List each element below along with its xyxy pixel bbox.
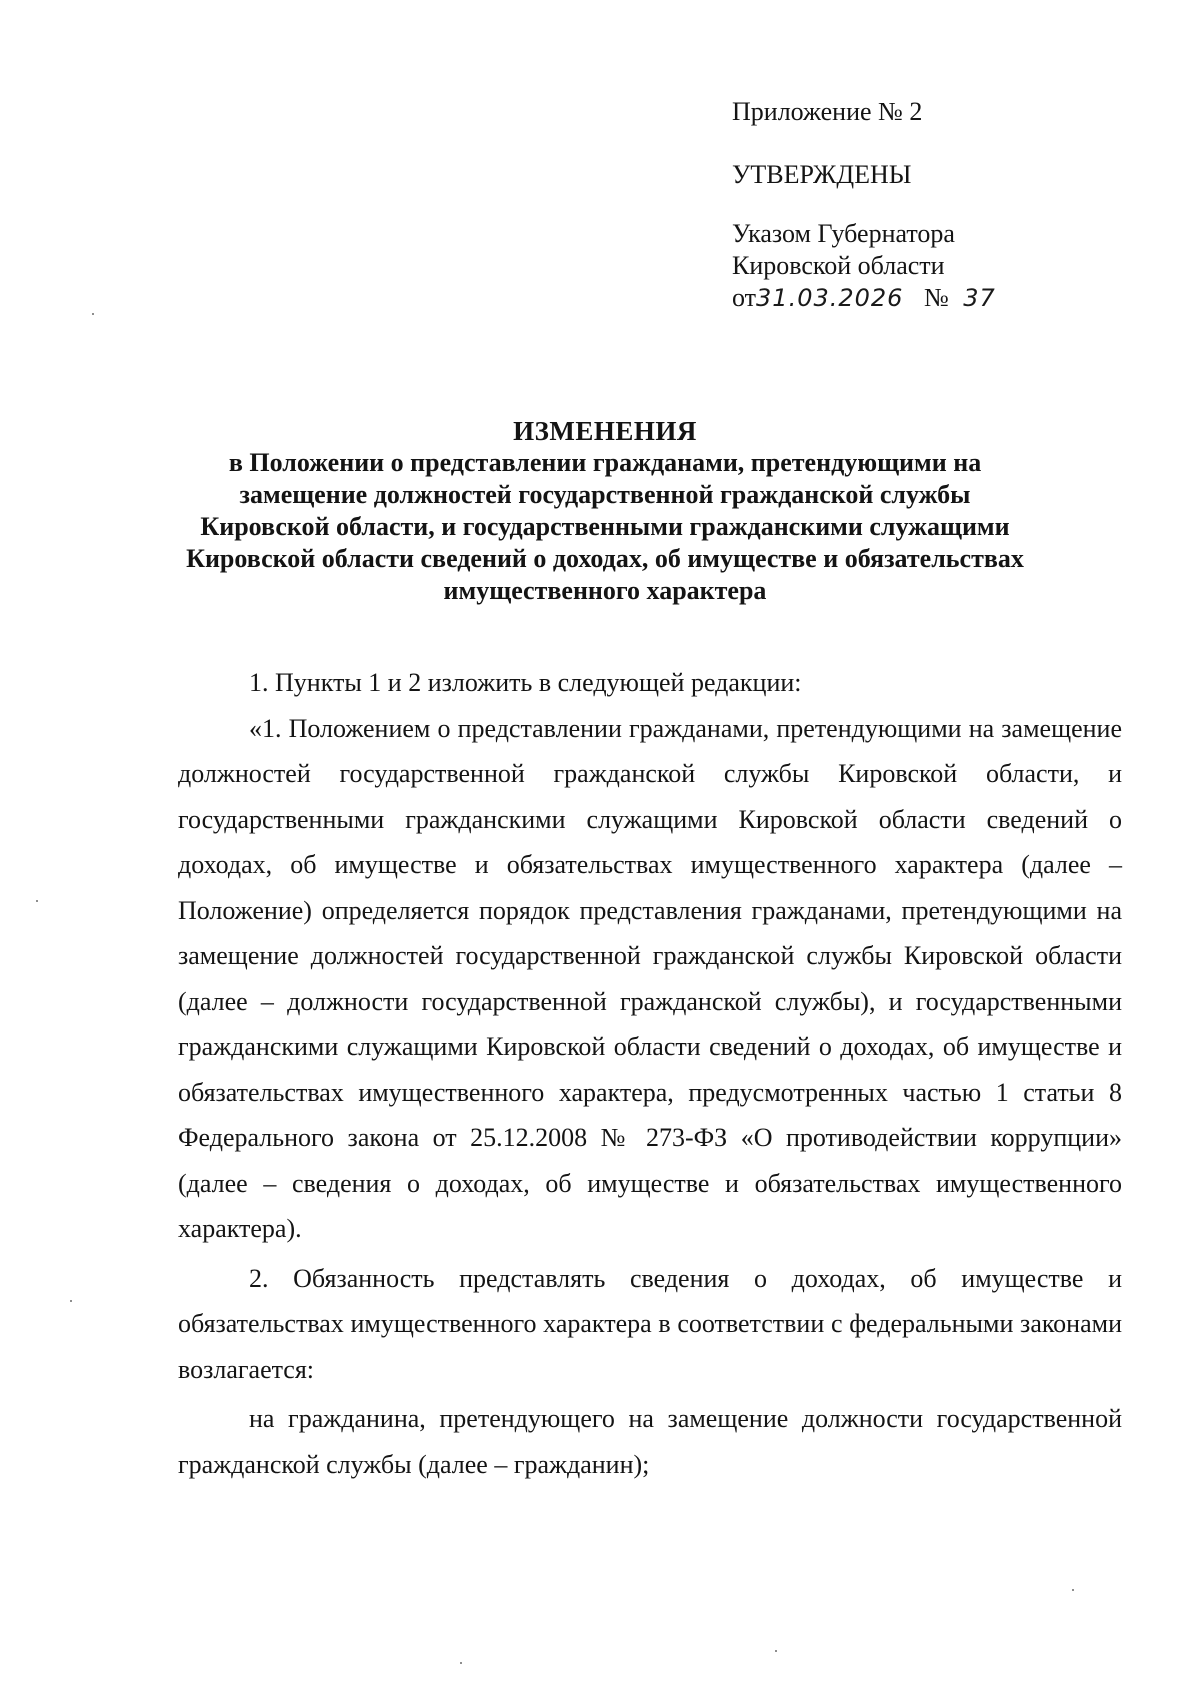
paragraph-3: 2. Обязанность представлять сведения о доходах, об имуществе и обязательствах имущественного характера в соответствии с федеральными законами возлагается: — [178, 1263, 1122, 1384]
document-subtitle: в Положении о представлении гражданами, претендующими на замещение должностей государственной гражданской службы Кировской области, и государственными гражданскими служащими Кировской области сведений о доходах, об имуществе и обязательствах имущественного характера — [186, 448, 1024, 605]
decree-line-2: Кировской области — [732, 251, 945, 280]
approval-header — [732, 96, 1132, 314]
decree-line-1: Указом Губернатора — [732, 219, 955, 248]
approved-label: УТВЕРЖДЕНЫ — [732, 160, 912, 189]
number-prefix: № — [923, 283, 949, 312]
scan-speck — [1072, 1589, 1074, 1591]
paragraph-4: на гражданина, претендующего на замещение должности государственной гражданской службы (далее – гражданин); — [178, 1404, 1122, 1479]
scan-speck — [460, 1662, 462, 1664]
document-title: ИЗМЕНЕНИЯ — [513, 416, 697, 446]
date-prefix: от — [732, 283, 757, 312]
scan-speck — [775, 1650, 777, 1652]
scan-speck — [70, 1300, 72, 1302]
handwritten-date: 31.03.2026 — [756, 284, 904, 312]
appendix-label: Приложение № 2 — [732, 97, 923, 126]
paragraph-2: «1. Положением о представлении гражданами, претендующими на замещение должностей государственной гражданской службы Кировской области, и государственными гражданскими служащими Кировской области сведений о доходах, об имуществе и обязательствах имущественного характера (далее – Положение) определяется порядок представления гражданами, претендующими на замещение должностей государственной гражданской службы Кировской области (далее – должности государственной гражданской службы), и государственными гражданскими служащими Кировской области сведений о доходах, об имуществе и обязательствах имущественного характера, предусмотренных частью 1 статьи 8 Федерального закона от 25.12.2008 № 273-ФЗ «О противодействии коррупции» (далее – сведения о доходах, об имуществе и обязательствах имущественного характера). — [178, 713, 1122, 1243]
handwritten-number: 37 — [963, 284, 996, 312]
scan-speck — [36, 900, 38, 902]
document-body — [178, 660, 1122, 1487]
paragraph-1: 1. Пункты 1 и 2 изложить в следующей редакции: — [249, 668, 802, 697]
decree-date-line — [732, 282, 1132, 314]
scan-speck — [92, 313, 94, 315]
document-title-block — [160, 415, 1050, 607]
